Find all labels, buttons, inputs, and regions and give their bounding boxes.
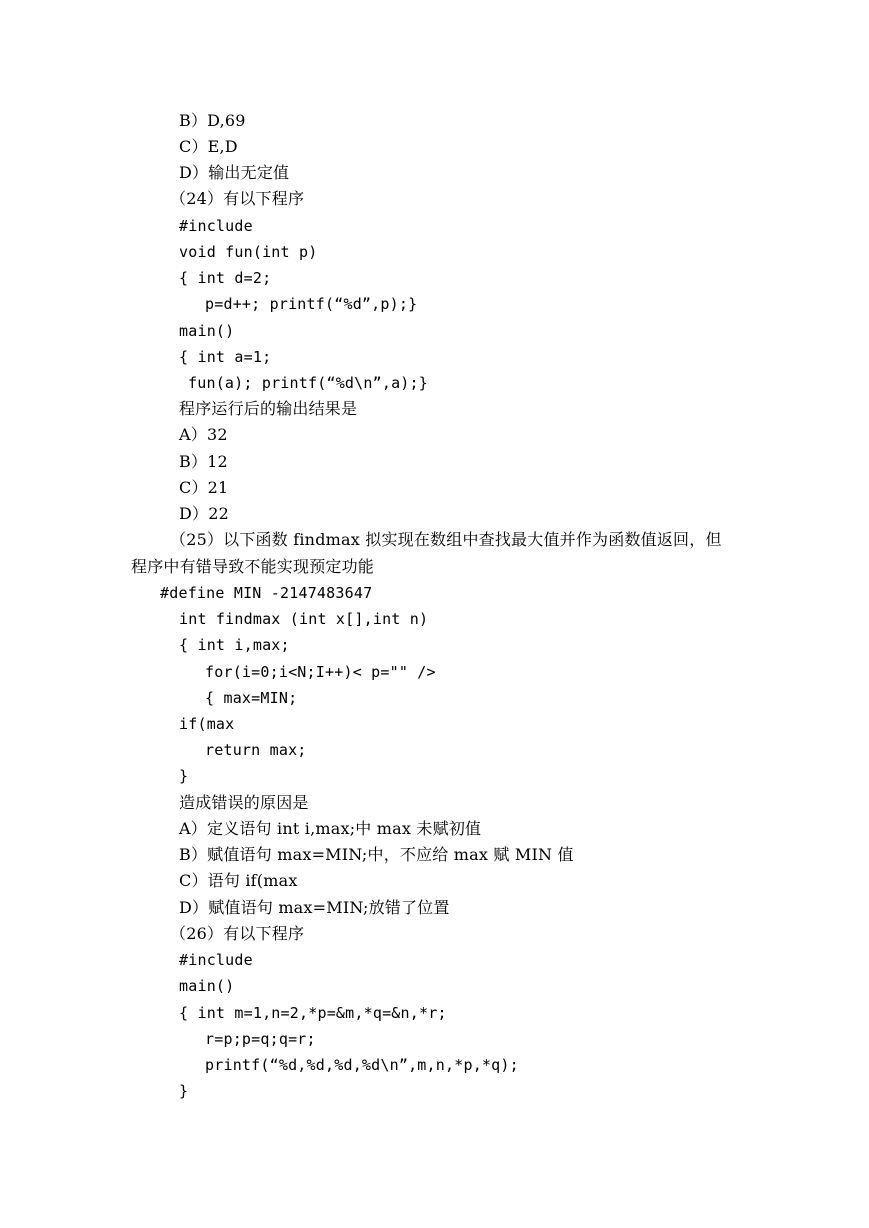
question-24-prompt: 程序运行后的输出结果是	[179, 399, 358, 418]
code-line: fun(a); printf(“%d\n”,a);}	[188, 374, 428, 392]
code-line: main()	[179, 977, 235, 995]
code-line: printf(“%d,%d,%d,%d\n”,m,n,*p,*q);	[205, 1056, 519, 1074]
option-c-25: C）语句 if(max	[179, 871, 298, 890]
code-line: { int m=1,n=2,*p=&m,*q=&n,*r;	[179, 1004, 447, 1022]
code-line: { int d=2;	[179, 269, 272, 287]
option-d-23: D）输出无定值	[179, 163, 290, 182]
option-b-23: B）D,69	[179, 111, 246, 130]
code-line: return max;	[205, 741, 307, 759]
code-line: { int a=1;	[179, 348, 272, 366]
option-a-24: A）32	[179, 425, 228, 444]
code-line: for(i=0;i<N;I++)< p="" />	[205, 663, 436, 681]
code-line: }	[179, 767, 189, 785]
code-line: main()	[179, 322, 235, 340]
code-line: r=p;p=q;q=r;	[205, 1030, 316, 1048]
code-line: #define MIN -2147483647	[160, 584, 373, 602]
option-c-24: C）21	[179, 478, 229, 497]
question-24-title: （24）有以下程序	[170, 189, 305, 208]
code-line: if(max	[179, 715, 235, 733]
code-line: #include	[179, 217, 253, 235]
code-line: }	[179, 1082, 189, 1100]
option-b-25: B）赋值语句 max=MIN;中，不应给 max 赋 MIN 值	[179, 845, 574, 864]
question-25-title-cont: 程序中有错导致不能实现预定功能	[131, 557, 375, 576]
code-line: #include	[179, 951, 253, 969]
option-a-25: A）定义语句 int i,max;中 max 未赋初值	[179, 819, 482, 838]
code-line: int findmax (int x[],int n)	[179, 610, 429, 628]
option-d-25: D）赋值语句 max=MIN;放错了位置	[179, 898, 450, 917]
code-line: void fun(int p)	[179, 243, 318, 261]
question-25-title: （25）以下函数 findmax 拟实现在数组中查找最大值并作为函数值返回，但	[170, 530, 722, 549]
option-d-24: D）22	[179, 504, 229, 523]
question-25-prompt: 造成错误的原因是	[179, 793, 309, 812]
option-b-24: B）12	[179, 452, 228, 471]
code-line: { max=MIN;	[205, 689, 298, 707]
option-c-23: C）E,D	[179, 137, 238, 156]
code-line: { int i,max;	[179, 636, 290, 654]
code-line: p=d++; printf(“%d”,p);}	[205, 295, 418, 313]
question-26-title: （26）有以下程序	[170, 924, 305, 943]
